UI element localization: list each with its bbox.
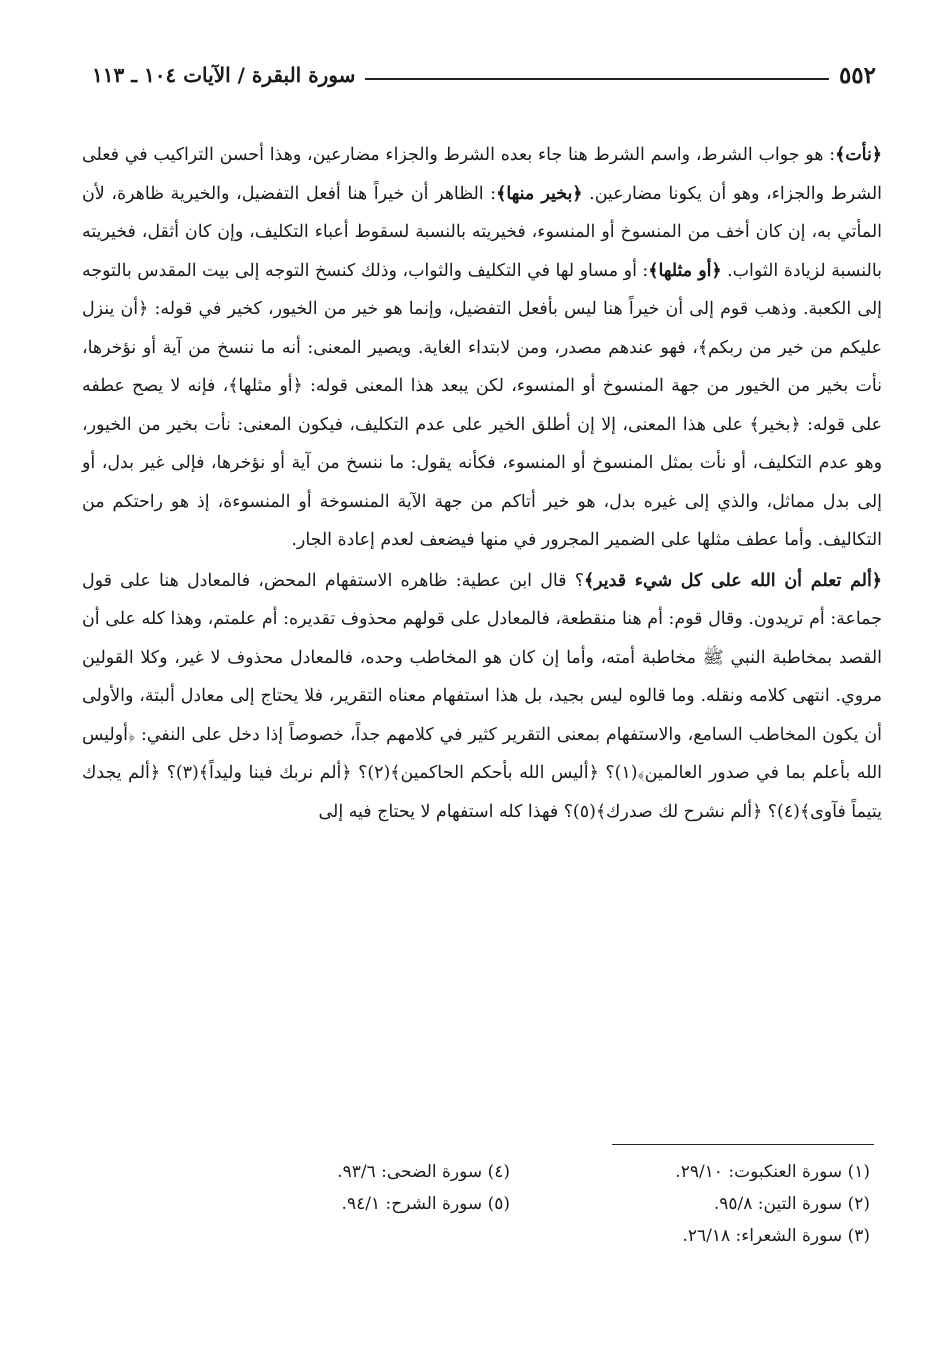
page-number: ٥٥٢ (838, 61, 876, 89)
highlighted-phrase: ﴿بخير منها﴾ (496, 183, 583, 204)
highlighted-phrase: ﴿نأت﴾ (835, 145, 882, 165)
footnote-1: (١) سورة العنكبوت: ٢٩/١٠. (675, 1162, 870, 1182)
footnote-2: (٢) سورة التين: ٩٥/٨. (713, 1194, 870, 1214)
footnote-rule (612, 1144, 874, 1145)
text-run: ؟ قال ابن عطية: ظاهره الاستفهام المحض، فالمعادل هنا على قول جماعة: أم تريدون. وقال قوم: أم هنا منقطعة، فالمعادل على قولهم محذوف تقديره: أم علمتم، وهذا كله على أن القصد بمخاطبة النبي ﷺ مخاطبة أمته، وأما إن كان هو المخاطب وحده، فالمعادل محذوف لا غير، وكلا القولين مروي. انتهى كلامه ونقله. وما قالوه ليس بجيد، بل هذا استفهام معناه التقرير، فلا يحتاج إلى معادل ألبتة، والأولى أن يكون المخاطب السامع، والاستفهام بمعنى التقرير كثير في كلامهم جداً، خصوصاً إذا دخل على النفي: ﴿أوليس الله بأعلم بما في صدور العالمين﴾(١)؟ ﴿أليس الله بأحكم الحاكمين﴾(٢)؟ ﴿ألم نربك فينا وليداً﴾(٣)؟ ﴿ألم يجدك يتيماً فآوى﴾(٤)؟ ﴿ألم نشرح لك صدرك﴾(٥)؟ فهذا كله استفهام لا يحتاج فيه إلى (82, 570, 882, 822)
paragraph (82, 562, 882, 832)
text-run: : أو مساو لها في التكليف والثواب، وذلك كنسخ التوجه إلى بيت المقدس بالتوجه إلى الكعبة. وذهب قوم إلى أن خيراً هنا ليس بأفعل التفضيل، وإنما هو خير من الخيور، كخير في قوله: ﴿أن ينزل عليكم من خير من ربكم﴾، فهو عندهم مصدر، ومن لابتداء الغاية. ويصير المعنى: أنه ما ننسخ من آية أو نؤخرها، نأت بخير من الخيور من جهة المنسوخ أو المنسوء، لكن يبعد هذا المعنى قوله: ﴿أو مثلها﴾، فإنه لا يصح عطفه على قوله: ﴿بخير﴾ على هذا المعنى، إلا إن أطلق الخير على عدم التكليف، فيكون المعنى: نأت بخير من الخيور، وهو عدم التكليف، أو نأت بمثل المنسوخ أو المنسوء، فكأنه يقول: ما ننسخ من آية أو نؤخرها، فإلى غير بدل، أو إلى بدل مماثل، والذي إلى غيره بدل، هو خير أتاكم من جهة الآية المنسوخة أو المنسوءة، إذ هو راحتكم من التكاليف. وأما عطف مثلها على الضمير المجرور في منها فيضعف لعدم إعادة الجار. (82, 260, 882, 550)
text-run: : هو جواب الشرط، واسم الشرط هنا جاء بعده الشرط والجزاء مضارعين، وهذا أحسن التراكيب في فعلى الشرط والجزاء، وهو أن يكونا مضارعين. (82, 145, 882, 204)
page-header (92, 58, 876, 92)
highlighted-phrase: ﴿ألم تعلم أن الله على كل شيء قدير﴾ (583, 570, 882, 591)
paragraph (82, 136, 882, 560)
footnote-5: (٥) سورة الشرح: ٩٤/١. (341, 1194, 510, 1214)
body-text (82, 136, 882, 831)
highlighted-phrase: ﴿أو مثلها﴾ (648, 260, 722, 281)
footnotes (150, 1156, 870, 1252)
text-run: : الظاهر أن خيراً هنا أفعل التفضيل، والخيرية ظاهرة، لأن المأتي به، إن كان أخف من المنسوخ أو المنسوء، فخيريته بالنسبة لسقوط أعباء التكليف، وإن كان أثقل، فخيريته بالنسبة لزيادة الثواب. (82, 183, 882, 281)
footnote-4: (٤) سورة الضحى: ٩٣/٦. (337, 1162, 510, 1182)
header-rule (365, 78, 829, 80)
footnote-3: (٣) سورة الشعراء: ٢٦/١٨. (682, 1226, 870, 1246)
running-title: سورة البقرة / الآيات ١٠٤ ـ ١١٣ (92, 63, 356, 87)
